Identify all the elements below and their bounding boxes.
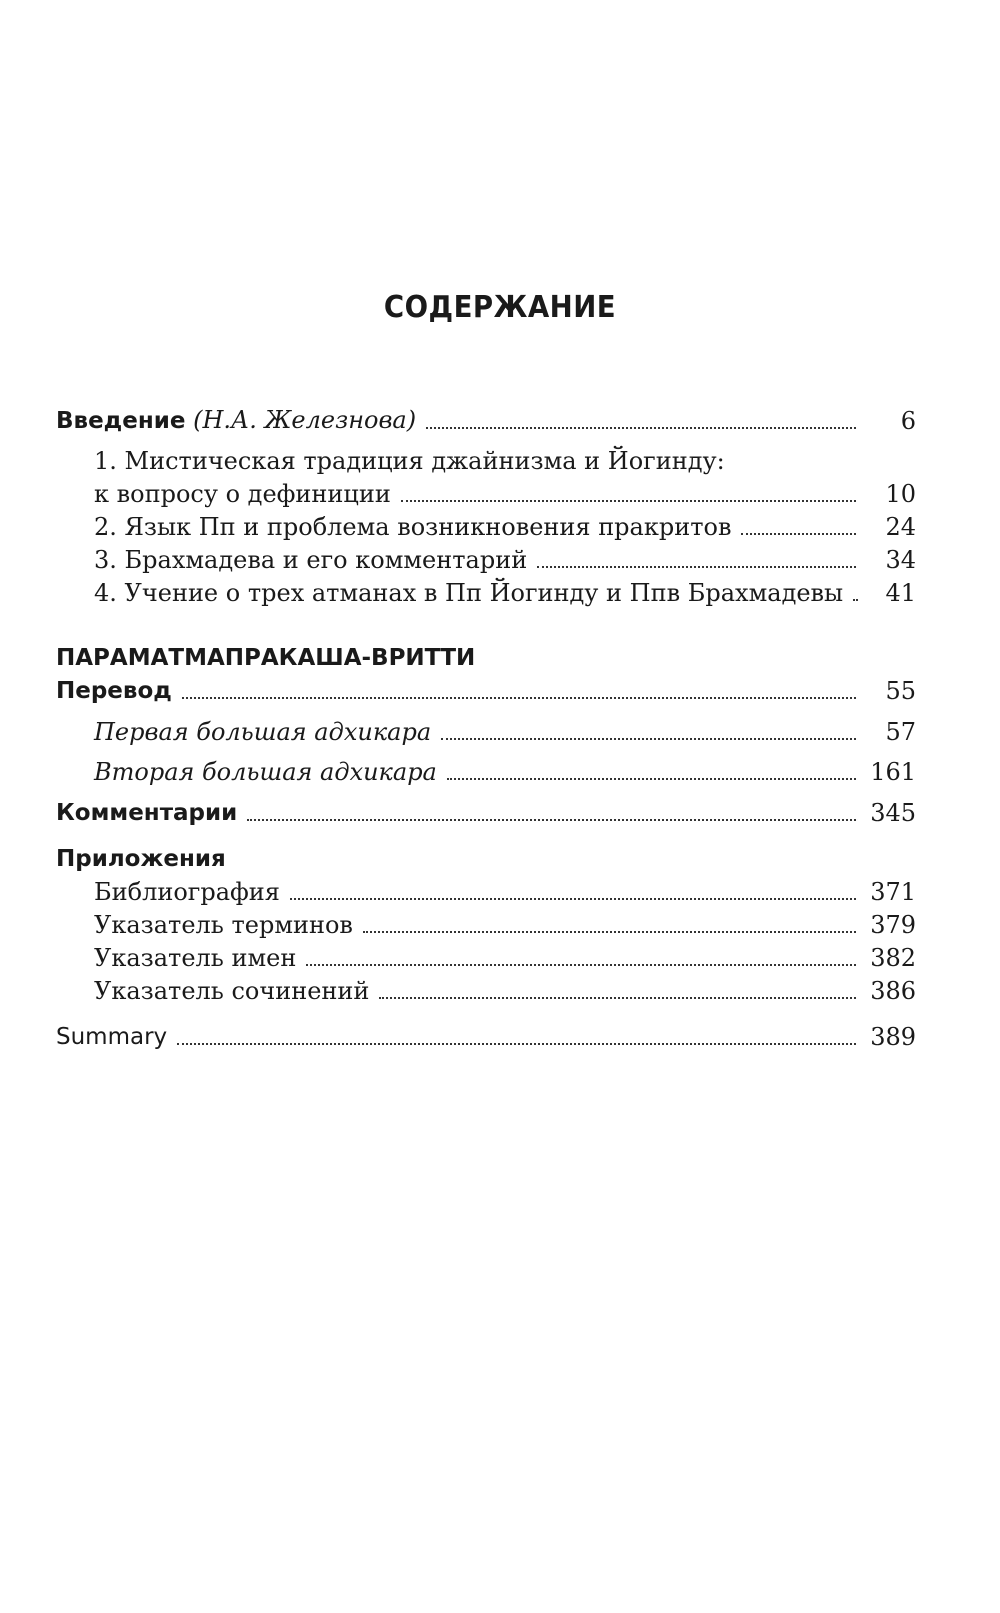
toc-entry-summary[interactable]	[56, 1016, 916, 1052]
toc-entry-commentary[interactable]	[56, 792, 916, 828]
dot-leader	[379, 996, 856, 999]
toc-entry-label: Указатель сочинений	[94, 977, 370, 1005]
dot-leader	[441, 737, 856, 740]
toc-entry-intro-1-line2[interactable]	[94, 473, 916, 509]
page-number: 41	[885, 579, 916, 607]
dot-leader	[401, 499, 856, 502]
toc-entry-intro-2[interactable]	[94, 506, 916, 542]
part-title-row	[56, 637, 916, 673]
part-title: ПАРАМАТМАПРАКАША-ВРИТТИ	[56, 645, 476, 671]
dot-leader	[741, 532, 856, 535]
toc-entry-label	[56, 405, 416, 436]
dot-leader	[182, 696, 856, 699]
page-number: 379	[870, 911, 916, 939]
dot-leader	[290, 897, 856, 900]
page-number: 345	[870, 799, 916, 827]
page-number: 371	[870, 878, 916, 906]
page-title: СОДЕРЖАНИЕ	[383, 290, 617, 325]
dot-leader	[853, 598, 856, 601]
page-number: 386	[870, 977, 916, 1005]
toc-entry-translation-2[interactable]	[94, 751, 916, 787]
toc-heading-appendices	[56, 838, 916, 874]
toc-entry-label: 2. Язык Пп и проблема возникновения пракритов	[94, 513, 732, 541]
toc-entry-appendix-3[interactable]	[94, 937, 916, 973]
page-number: 34	[885, 546, 916, 574]
toc-entry-label: Summary	[56, 1024, 168, 1050]
page-number: 24	[885, 513, 916, 541]
toc-entry-label: 1. Мистическая традиция джайнизма и Йогинду:	[94, 447, 725, 475]
toc-entry-label: к вопросу о дефиниции	[94, 480, 391, 508]
toc-entry-appendix-2[interactable]	[94, 904, 916, 940]
toc-entry-translation[interactable]	[56, 670, 916, 706]
toc-entry-label: Комментарии	[56, 800, 238, 826]
toc-entry-label: Вторая большая адхикара	[94, 758, 437, 786]
page-number: 6	[900, 407, 916, 435]
toc-entry-label: Первая большая адхикара	[94, 718, 432, 746]
dot-leader	[363, 930, 856, 933]
page-number: 389	[870, 1023, 916, 1051]
appendices-heading: Приложения	[56, 846, 226, 872]
page-number: 10	[885, 480, 916, 508]
dot-leader	[537, 565, 856, 568]
intro-heading: Введение	[56, 408, 186, 434]
toc-entry-intro-4[interactable]	[94, 572, 916, 608]
dot-leader	[177, 1042, 856, 1045]
toc-entry-label: Библиография	[94, 878, 280, 906]
page-number: 161	[870, 758, 916, 786]
dot-leader	[447, 777, 856, 780]
intro-author: (Н.А. Железнова)	[193, 406, 417, 434]
toc-entry-label: Перевод	[56, 678, 172, 704]
dot-leader	[306, 963, 856, 966]
toc-entry-label: 4. Учение о трех атманах в Пп Йогинду и Ппв Брахмадевы	[94, 579, 844, 607]
toc-entry-intro-3[interactable]	[94, 539, 916, 575]
toc-entry-intro-1-line1[interactable]	[94, 440, 916, 476]
page-number: 382	[870, 944, 916, 972]
toc-entry-label: Указатель терминов	[94, 911, 353, 939]
toc-entry-appendix-1[interactable]	[94, 871, 916, 907]
toc-entry-intro[interactable]	[56, 400, 916, 436]
dot-leader	[426, 426, 856, 429]
toc-entry-label: Указатель имен	[94, 944, 297, 972]
toc-entry-appendix-4[interactable]	[94, 970, 916, 1006]
page-number: 57	[885, 718, 916, 746]
dot-leader	[247, 818, 856, 821]
page-number: 55	[885, 677, 916, 705]
toc-entry-label: 3. Брахмадева и его комментарий	[94, 546, 528, 574]
toc-entry-translation-1[interactable]	[94, 711, 916, 747]
